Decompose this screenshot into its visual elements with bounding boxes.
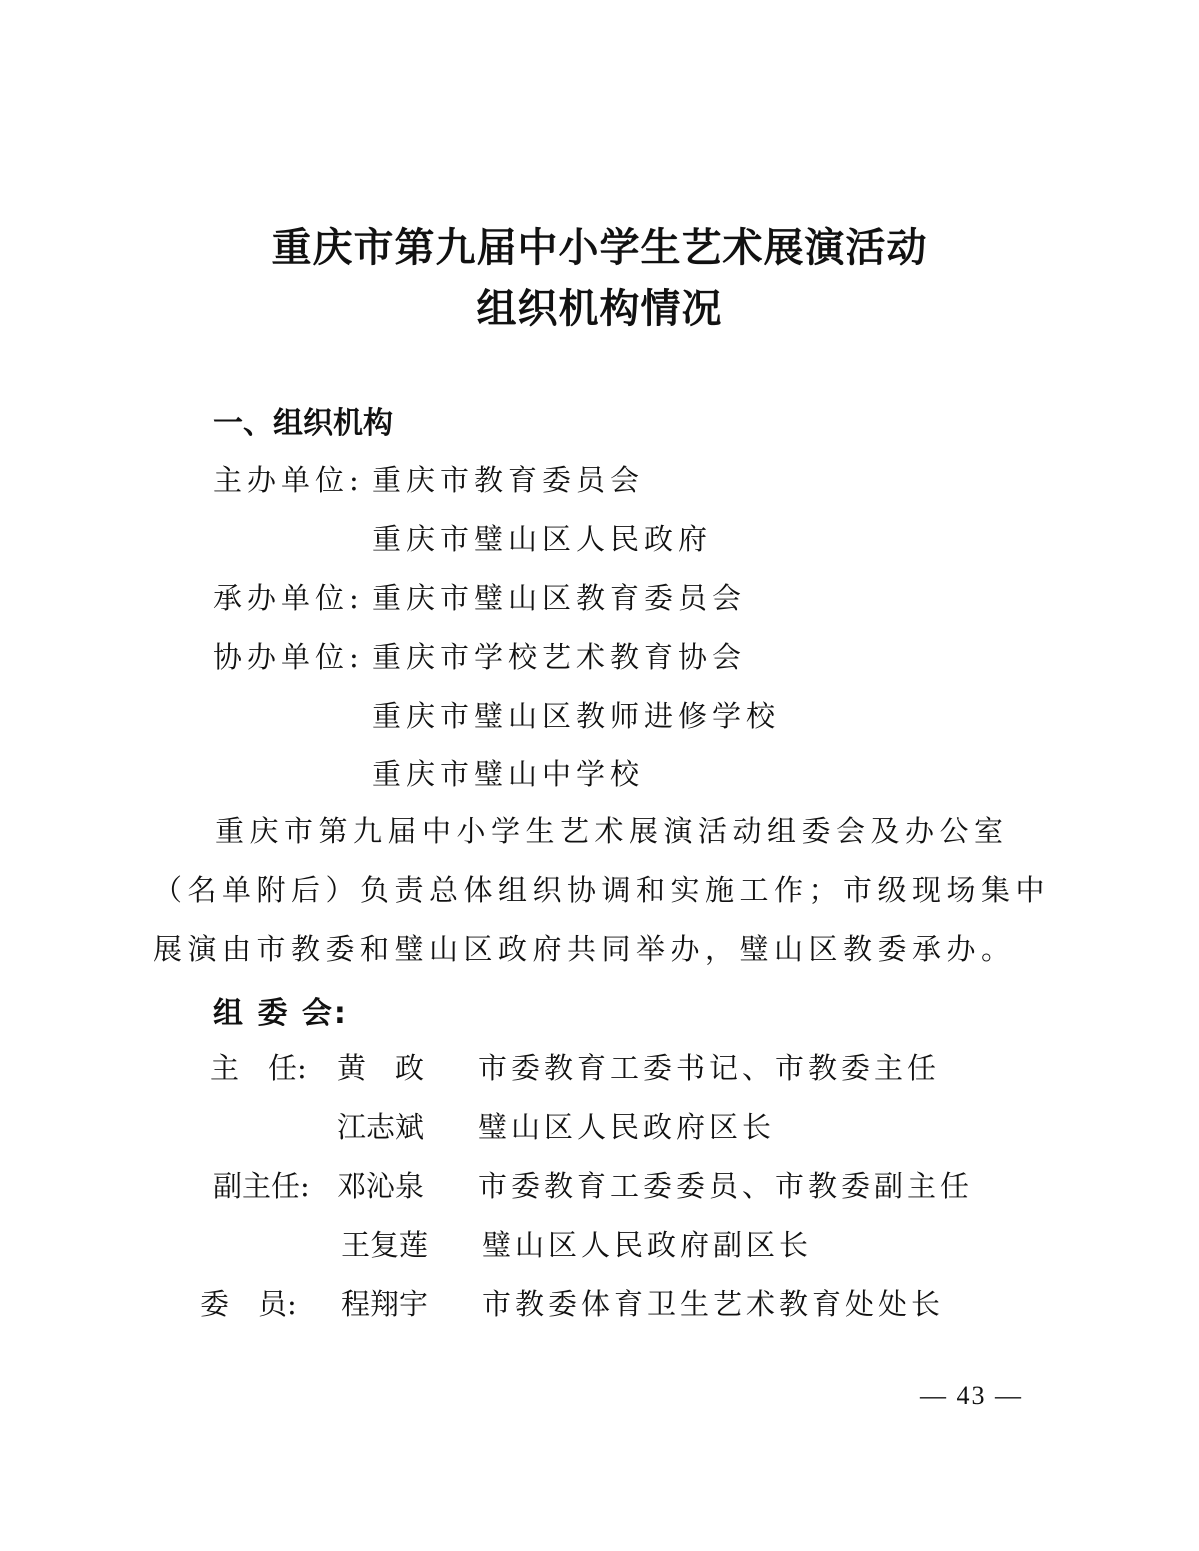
host-label: 主办单位: <box>213 463 364 497</box>
organizer-label: 承办单位: <box>213 581 364 615</box>
body-paragraph: 重庆市第九届中小学生艺术展演活动组委会及办公室（名单附后）负责总体组织协调和实施工作；市级现场集中展演由市教委和璧山区政府共同举办，璧山区教委承办。 <box>153 814 1051 966</box>
co-organizer-unit-2: 重庆市璧山区教师进修学校 <box>372 699 781 733</box>
member-label: 委 员: <box>200 1287 297 1321</box>
director-2-position: 璧山区人民政府区长 <box>478 1110 776 1144</box>
deputy-director-2-name: 王复莲 <box>341 1228 429 1262</box>
host-unit-1: 重庆市教育委员会 <box>372 463 645 497</box>
section-heading-organization: 一、组织机构 <box>213 406 393 441</box>
page-number: — 43 — <box>920 1381 1023 1410</box>
organizer-unit-1: 重庆市璧山区教育委员会 <box>372 581 747 615</box>
co-organizer-unit-3: 重庆市璧山中学校 <box>372 757 645 791</box>
director-1-name: 黄 政 <box>337 1051 425 1085</box>
director-label: 主 任: <box>210 1051 307 1085</box>
document-title-line-2: 组织机构情况 <box>476 285 723 332</box>
committee-heading: 组 委 会: <box>213 996 348 1031</box>
co-organizer-label: 协办单位: <box>213 640 364 674</box>
director-2-name: 江志斌 <box>337 1110 425 1144</box>
host-unit-2: 重庆市璧山区人民政府 <box>372 522 713 556</box>
deputy-director-label: 副主任: <box>213 1169 310 1203</box>
deputy-director-1-position: 市委教育工委委员、市教委副主任 <box>478 1169 974 1203</box>
deputy-director-1-name: 邓沁泉 <box>337 1169 425 1203</box>
member-1-position: 市教委体育卫生艺术教育处处长 <box>482 1287 945 1321</box>
director-1-position: 市委教育工委书记、市教委主任 <box>478 1051 941 1085</box>
document-title-line-1: 重庆市第九届中小学生艺术展演活动 <box>271 224 928 271</box>
deputy-director-2-position: 璧山区人民政府副区长 <box>482 1228 813 1262</box>
co-organizer-unit-1: 重庆市学校艺术教育协会 <box>372 640 747 674</box>
member-1-name: 程翔宇 <box>341 1287 429 1321</box>
